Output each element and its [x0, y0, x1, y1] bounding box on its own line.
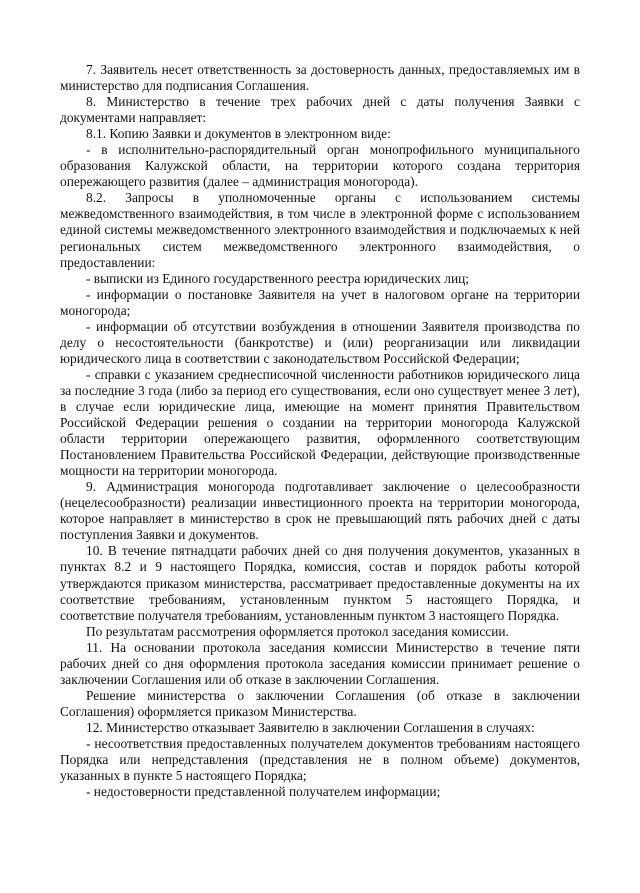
list-item: - недостоверности представленной получателем информации;: [86, 784, 441, 800]
document-body: [60, 62, 580, 800]
paragraph-8-1: 8.1. Копию Заявки и документов в электронном виде:: [86, 126, 391, 142]
paragraph-8-2: 8.2. Запросы в уполномоченные органы с использованием системы межведомственного взаимодействия, в том числе в электронной форме с использованием единой системы межведомственного электронного взаимодействия и подключаемых к ней региональных систем межведомственного электронного взаимодействия, о предоставлении:: [60, 190, 580, 270]
paragraph-7: 7. Заявитель несет ответственность за достоверность данных, предоставляемых им в министерство для подписания Соглашения.: [60, 62, 580, 94]
list-item: - в исполнительно-распорядительный орган монопрофильного муниципального образования Калужской области, на территории которого создана территория опережающего развития (далее – администрация моногорода).: [60, 142, 580, 190]
list-item: - выписки из Единого государственного реестра юридических лиц;: [86, 270, 470, 286]
paragraph-9: 9. Администрация моногорода подготавливает заключение о целесообразности (нецелесообразности) реализации инвестиционного проекта на территории моногорода, которое направляет в министерство в срок не превышающий пять рабочих дней с даты поступления Заявки и документов.: [60, 479, 580, 543]
list-item: - несоответствия предоставленных получателем документов требованиям настоящего Порядка или непредставления (представления не в полном объеме) документов, указанных в пункте 5 настоящего Порядка;: [60, 735, 580, 784]
paragraph-11-note: Решение министерства о заключении Соглашения (об отказе в заключении Соглашения) оформляется приказом Министерства.: [60, 687, 580, 719]
paragraph-12: 12. Министерство отказывает Заявителю в заключении Соглашения в случаях:: [86, 719, 535, 735]
paragraph-8: 8. Министерство в течение трех рабочих дней с даты получения Заявки с документами направляет:: [60, 94, 580, 126]
paragraph-11: 11. На основании протокола заседания комиссии Министерство в течение пяти рабочих дней со дня оформления протокола заседания комиссии принимает решение о заключении Соглашения или об отказе в заключении Соглашения.: [60, 639, 580, 687]
list-item: - информации об отсутствии возбуждения в отношении Заявителя производства по делу о несостоятельности (банкротстве) и (или) реорганизации или ликвидации юридического лица в соответствии с законодательством Российской Федерации;: [60, 318, 580, 366]
list-item: - справки с указанием среднесписочной численности работников юридического лица за последние 3 года (либо за период его существования, если оно существует менее 3 лет), в случае если юридические лица, имеющие на момент принятия Правительством Российской Федерации решения о создании на территории моногорода Калужской области территории опережающего развития, оформленного соответствующим Постановлением Правительства Российской Федерации, действующие производственные мощности на территории моногорода.: [60, 366, 580, 479]
paragraph-10-note: По результатам рассмотрения оформляется протокол заседания комиссии.: [86, 623, 509, 639]
list-item: - информации о постановке Заявителя на учет в налоговом органе на территории моногорода;: [60, 286, 580, 318]
paragraph-10: 10. В течение пятнадцати рабочих дней со дня получения документов, указанных в пунктах 8.2 и 9 настоящего Порядка, комиссия, состав и порядок работы которой утверждаются приказом министерства, рассматривает предоставленные документы на их соответствие требованиям, установленным пунктом 5 настоящего Порядка, и соответствие получателя требованиям, установленным пунктом 3 настоящего Порядка.: [60, 543, 580, 623]
